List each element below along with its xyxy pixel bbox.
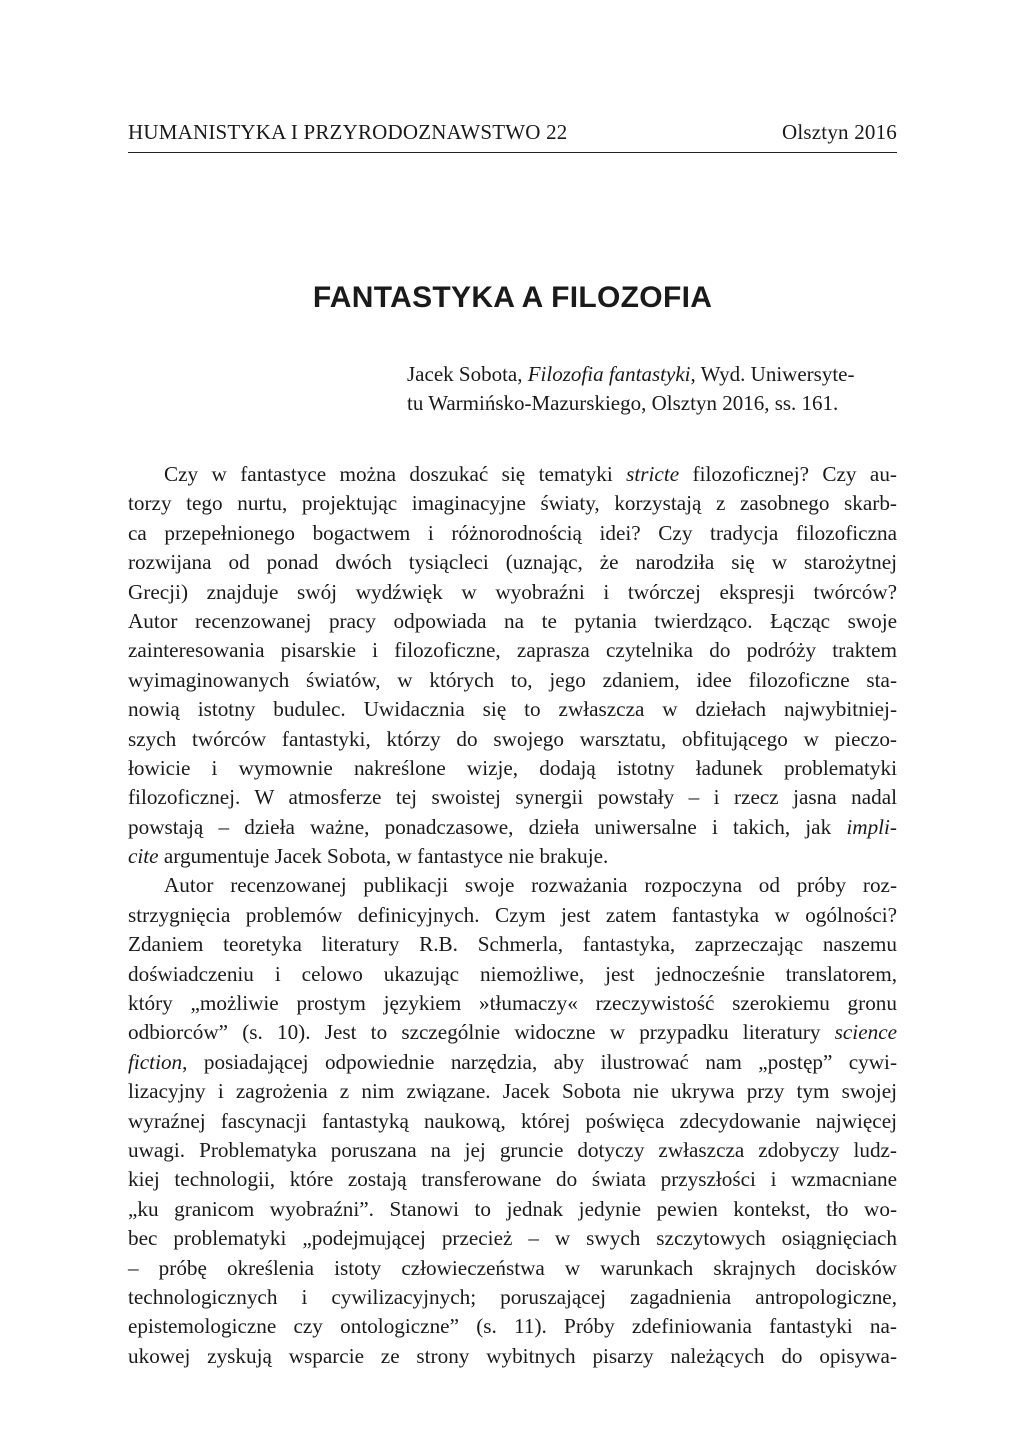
text-segment: Grecji) znajduje swój wydźwięk w wyobraźni i twórczej ekspresji twórców? [128, 579, 897, 604]
text-segment: technologicznych i cywilizacyjnych; poruszającej zagadnienia antropologiczne, [128, 1284, 897, 1309]
place-year: Olsztyn 2016 [782, 120, 897, 144]
text-segment: Czy w fantastyce można doszukać się tematyki [164, 462, 627, 486]
text-line [128, 960, 897, 989]
text-line [128, 754, 897, 783]
paragraph [128, 871, 897, 1371]
text-segment: lizacyjny i zagrożenia z nim związane. Jacek Sobota nie ukrywa przy tym swojej [128, 1079, 897, 1104]
text-line [128, 1195, 897, 1224]
text-line [128, 666, 897, 695]
text-segment: wyraźnej fascynacji fantastyką naukową, której poświęca zdecydowanie najwięcej [128, 1108, 897, 1133]
text-segment: strzygnięcia problemów definicyjnych. Czym jest zatem fantastyka w ogólności? [128, 902, 897, 927]
text-line [128, 1283, 897, 1312]
text-line [128, 1107, 897, 1136]
text-segment: powstają – dzieła ważne, ponadczasowe, dzieła uniwersalne i takich, jak [128, 814, 847, 839]
text-segment: epistemologiczne czy ontologiczne” (s. 11). Próby zdefiniowania fantastyki na- [128, 1314, 897, 1339]
text-segment: łowicie i wymownie nakreślone wizje, dodają istotny ładunek problematyki [128, 755, 897, 780]
text-line [128, 1254, 897, 1283]
text-line [128, 1312, 897, 1341]
text-line [128, 989, 897, 1018]
text-segment: nowią istotny budulec. Uwidacznia się to zwłaszcza w dziełach najwybitniej- [128, 697, 897, 722]
text-segment: torzy tego nurtu, projektując imaginacyjne światy, korzystają z zasobnego skarb- [128, 491, 897, 516]
text-segment: filozoficznej. W atmosferze tej swoistej synergii powstały – i rzecz jasna nadal [128, 785, 897, 810]
italic-text: cite [128, 844, 159, 869]
text-line [128, 783, 897, 812]
text-line [128, 636, 897, 665]
paragraph [128, 460, 897, 871]
text-segment: ca przepełnionego bogactwem i różnorodnością idei? Czy tradycja filozoficzna [128, 520, 897, 545]
text-line [128, 1136, 897, 1165]
book-citation [407, 360, 897, 418]
text-segment: szych twórców fantastyki, którzy do swojego warsztatu, obfitującego w pieczo- [128, 726, 897, 751]
text-segment: który „możliwie prostym językiem »tłumaczy« rzeczywistość szerokiemu gronu [128, 991, 897, 1016]
text-line [128, 725, 897, 754]
citation-line [407, 360, 897, 389]
text-segment: bec problematyki „podejmującej przecież – w swych szczytowych osiągnięciach [128, 1226, 897, 1251]
citation-line: tu Warmińsko-Mazurskiego, Olsztyn 2016, ss. 161. [407, 391, 839, 415]
italic-text: science [834, 1020, 897, 1045]
text-segment: argumentuje Jacek Sobota, w fantastyce nie brakuje. [158, 844, 609, 869]
text-segment: kiej technologii, które zostają transferowane do świata przyszłości i wzmacniane [128, 1167, 897, 1192]
text-segment: filozoficznej? Czy au- [679, 462, 897, 486]
running-header [128, 120, 897, 153]
text-segment: ukowej zyskują wsparcie ze strony wybitnych pisarzy należących do opisywa- [128, 1343, 897, 1368]
citation-author: Jacek Sobota, [407, 362, 528, 386]
text-line [128, 871, 897, 900]
text-line [128, 842, 897, 871]
text-line [128, 1018, 897, 1047]
review-body [128, 460, 897, 1371]
text-segment: – próbę określenia istoty człowieczeństwa w warunkach skrajnych docisków [128, 1255, 897, 1280]
text-line [128, 1224, 897, 1253]
text-segment: doświadczeniu i celowo ukazując niemożliwe, jest jednocześnie translatorem, [128, 961, 897, 986]
text-line [128, 460, 897, 489]
text-line [128, 1165, 897, 1194]
text-segment: zainteresowania pisarskie i filozoficzne, zaprasza czytelnika do podróży traktem [128, 638, 897, 663]
text-line [128, 607, 897, 636]
italic-text: fiction [128, 1049, 183, 1074]
text-line [128, 695, 897, 724]
text-line [128, 1342, 897, 1371]
text-segment: uwagi. Problematyka poruszana na jej gruncie dotyczy zwłaszcza zdobyczy ludz- [128, 1137, 897, 1162]
citation-publisher: , Wyd. Uniwersyte- [690, 362, 855, 386]
text-segment: Autor recenzowanej pracy odpowiada na te pytania twierdząco. Łącząc swoje [128, 608, 897, 633]
text-line [128, 548, 897, 577]
text-line [128, 901, 897, 930]
citation-book-title: Filozofia fantastyki [527, 362, 691, 386]
text-segment: rozwijana od ponad dwóch tysiącleci (uznając, że narodziła się w starożytnej [128, 550, 897, 575]
text-segment: , posiadającej odpowiednie narzędzia, aby ilustrować nam „postęp” cywi- [182, 1049, 897, 1074]
journal-title: HUMANISTYKA I PRZYRODOZNAWSTWO 22 [128, 120, 568, 144]
italic-text: impli- [846, 814, 897, 839]
article-title: FANTASTYKA A FILOZOFIA [312, 281, 713, 314]
text-segment: Zdaniem teoretyka literatury R.B. Schmerla, fantastyka, zaprzeczając naszemu [128, 932, 897, 957]
text-segment: wyimaginowanych światów, w których to, jego zdaniem, idee filozoficzne sta- [128, 667, 897, 692]
text-line [128, 578, 897, 607]
text-segment: odbiorców” (s. 10). Jest to szczególnie widoczne w przypadku literatury [128, 1020, 835, 1045]
text-line [128, 813, 897, 842]
italic-text: stricte [626, 462, 680, 486]
text-line [128, 1048, 897, 1077]
text-line [128, 1077, 897, 1106]
document-page [128, 0, 897, 1451]
text-line [128, 519, 897, 548]
text-line [128, 930, 897, 959]
text-line [128, 489, 897, 518]
text-segment: Autor recenzowanej publikacji swoje rozważania rozpoczyna od próby roz- [164, 873, 897, 898]
text-segment: „ku granicom wyobraźni”. Stanowi to jednak jedynie pewien kontekst, tło wo- [128, 1196, 897, 1221]
